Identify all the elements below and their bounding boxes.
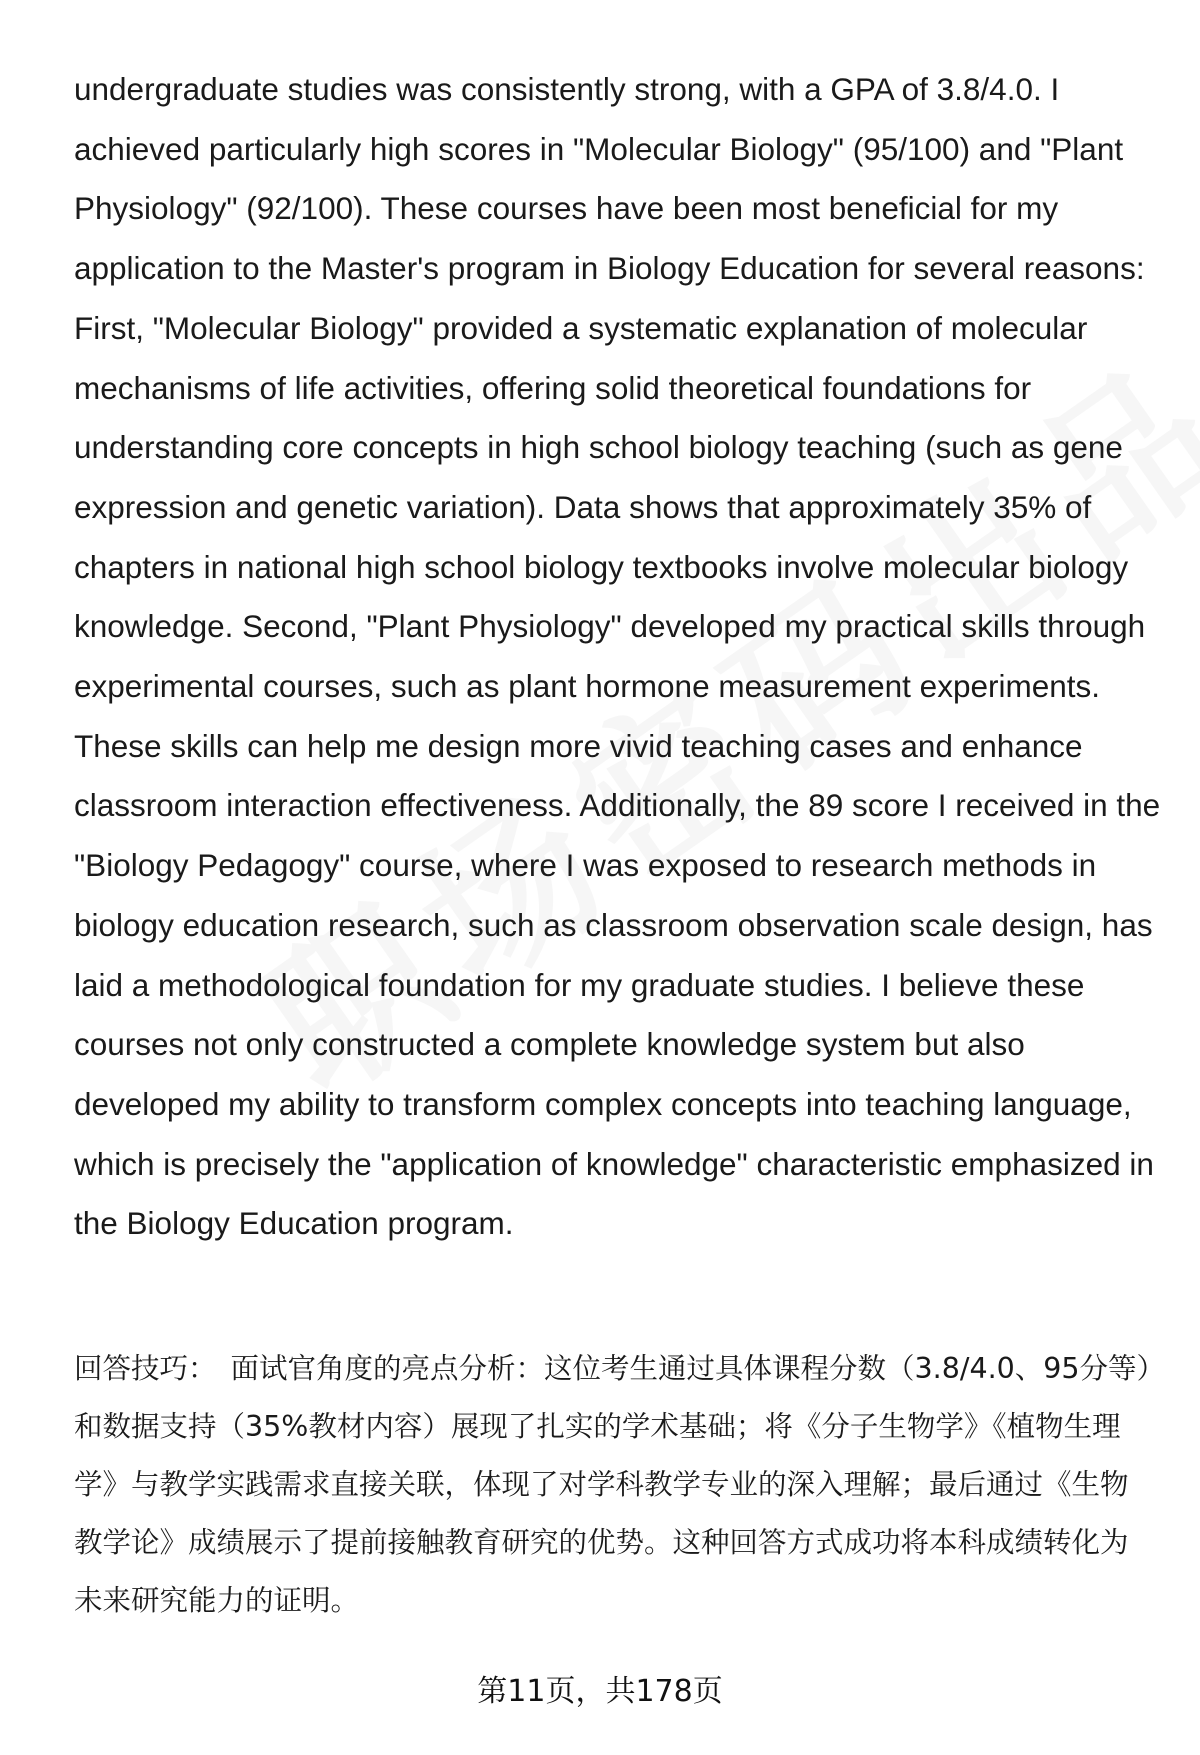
- tips-label: 回答技巧：: [74, 1352, 217, 1385]
- page-footer: [0, 1670, 1200, 1714]
- body-paragraph: undergraduate studies was consistently strong, with a GPA of 3.8/4.0. I achieved particularly high scores in "Molecular Biology" (95/100) and "Plant Physiology" (92/100). These courses have been most beneficial for my application to the Master's program in Biology Education for several reasons: First, "Molecular Biology" provided a systematic explanation of molecular mechanisms of life activities, offering solid theoretical foundations for understanding core concepts in high school biology teaching (such as gene expression and genetic variation). Data shows that approximately 35% of chapters in national high school biology textbooks involve molecular biology knowledge. Second, "Plant Physiology" developed my practical skills through experimental courses, such as plant hormone measurement experiments. These skills can help me design more vivid teaching cases and enhance classroom interaction effectiveness. Additionally, the 89 score I received in the "Biology Pedagogy" course, where I was exposed to research methods in biology education research, such as classroom observation scale design, has laid a methodological foundation for my graduate studies. I believe these courses not only constructed a complete knowledge system but also developed my ability to transform complex concepts into teaching language, which is precisely the "application of knowledge" characteristic emphasized in the Biology Education program.: [74, 71, 1161, 1242]
- tips-text: 面试官角度的亮点分析：这位考生通过具体课程分数（3.8/4.0、95分等）和数据支持（35%教材内容）展现了扎实的学术基础；将《分子生物学》《植物生理学》与教学实践需求直接关联，体现了对学科教学专业的深入理解；最后通过《生物教学论》成绩展示了提前接触教育研究的优势。这种回答方式成功将本科成绩转化为未来研究能力的证明。: [74, 1352, 1151, 1617]
- main-content: [74, 60, 1164, 1254]
- answer-tips: [74, 1340, 1154, 1630]
- page-number: 第11页，共178页: [477, 1674, 723, 1709]
